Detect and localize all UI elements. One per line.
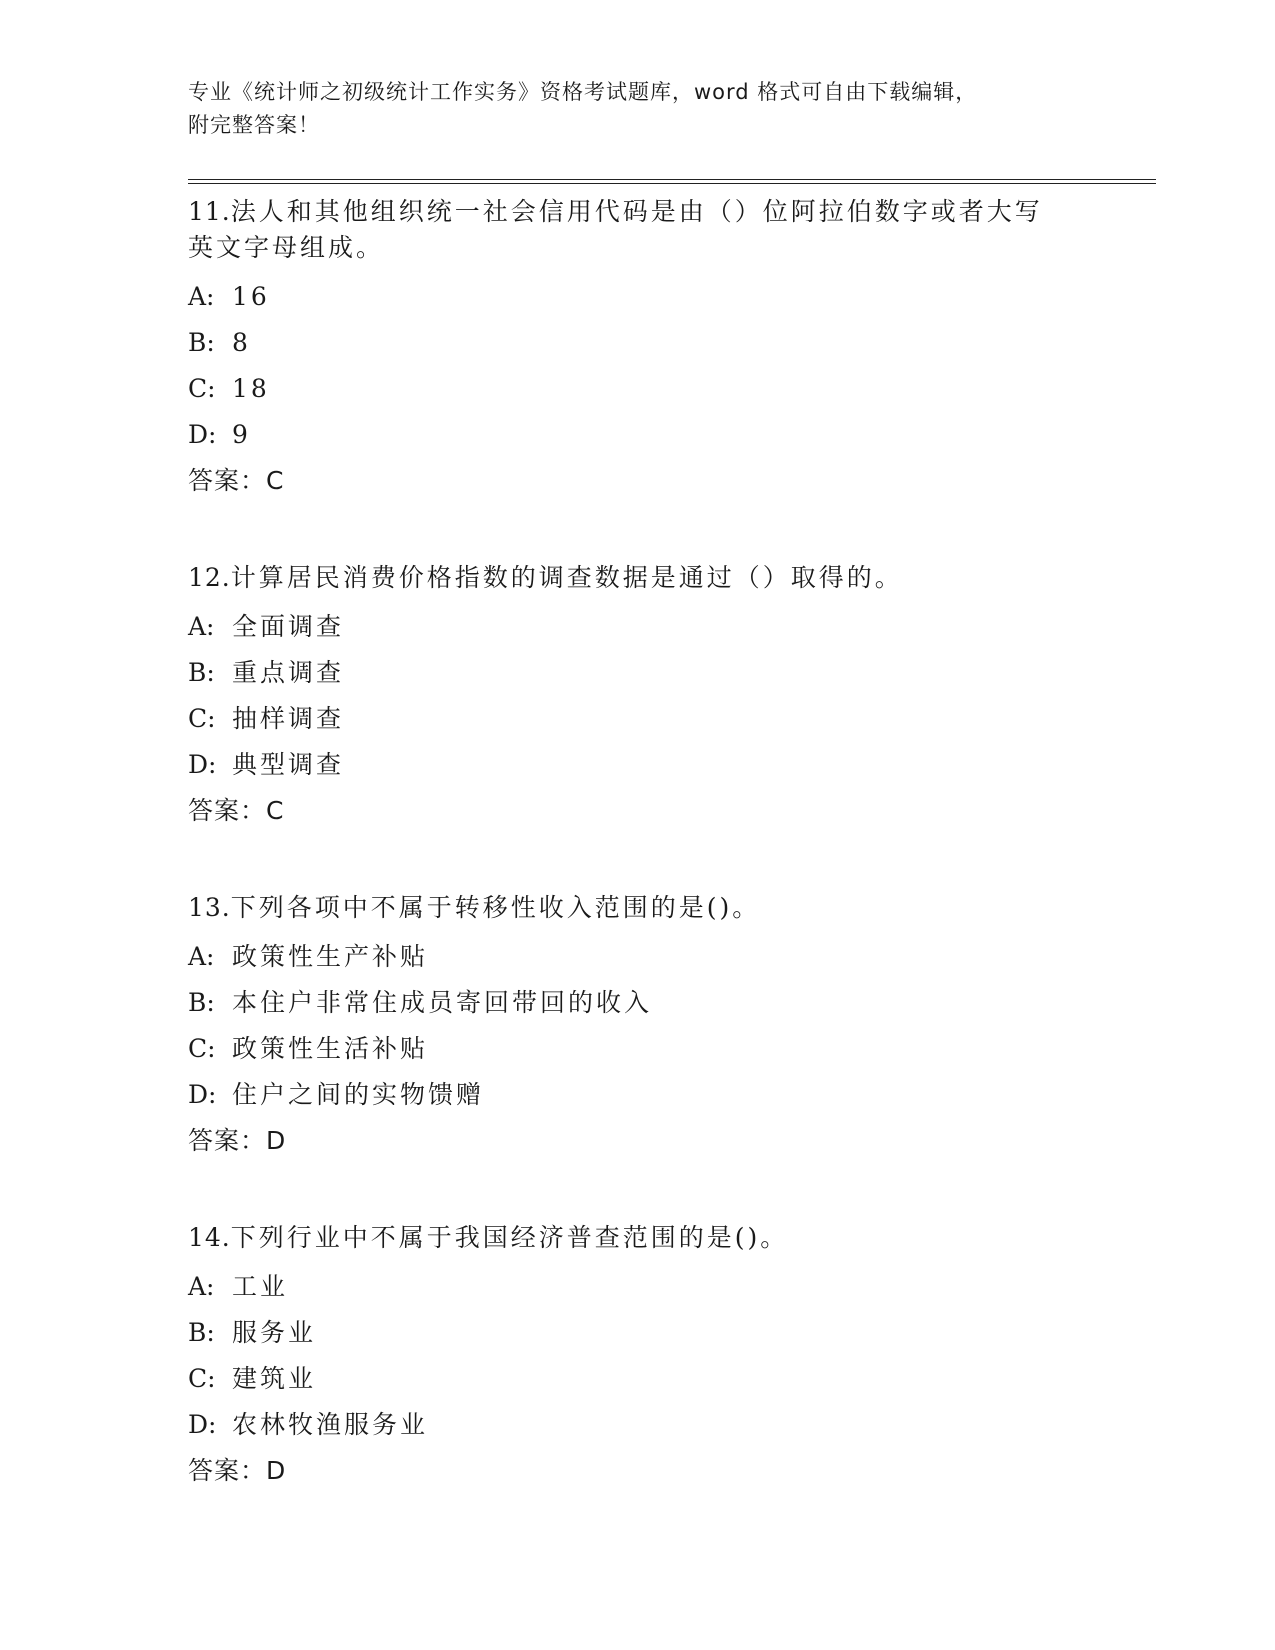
option-key: D: (188, 1410, 217, 1439)
question-11 (188, 190, 1156, 504)
option-key: A: (188, 612, 215, 641)
header-divider-top (188, 179, 1156, 180)
option-key: A: (188, 282, 215, 311)
option-key: D: (188, 1080, 217, 1109)
answer-line (188, 458, 1156, 504)
option-text: 16 (232, 282, 270, 311)
option-d (188, 412, 1156, 458)
header-line-2: 附完整答案！ (188, 113, 320, 137)
answer-value: C (266, 796, 285, 825)
option-b (188, 650, 1156, 696)
option-key: B: (188, 658, 215, 687)
option-b (188, 1310, 1156, 1356)
question-12 (188, 556, 1156, 834)
option-d (188, 1072, 1156, 1118)
option-a (188, 1264, 1156, 1310)
option-key: C: (188, 704, 216, 733)
question-stem (188, 886, 1068, 934)
option-d (188, 1402, 1156, 1448)
question-number: 11. (188, 197, 231, 226)
option-a (188, 934, 1156, 980)
answer-value: D (266, 1456, 287, 1485)
question-number: 14. (188, 1223, 231, 1252)
question-list (188, 190, 1156, 1494)
question-14 (188, 1216, 1156, 1494)
option-key: B: (188, 328, 215, 357)
answer-label: 答案： (188, 796, 267, 825)
option-key: A: (188, 1272, 215, 1301)
answer-line (188, 788, 1156, 834)
option-d (188, 742, 1156, 788)
option-a (188, 274, 1156, 320)
question-13 (188, 886, 1156, 1164)
option-key: C: (188, 374, 216, 403)
header-divider-bottom (188, 183, 1156, 184)
option-text: 18 (232, 374, 270, 403)
option-text: 抽样调查 (232, 704, 345, 733)
document-header (188, 76, 1088, 142)
question-text: 计算居民消费价格指数的调查数据是通过（）取得的。 (230, 563, 903, 592)
question-stem (188, 556, 1068, 604)
header-line-1: 专业《统计师之初级统计工作实务》资格考试题库，word 格式可自由下载编辑， (188, 80, 978, 104)
option-key: D: (188, 420, 217, 449)
option-key: B: (188, 988, 215, 1017)
option-text: 工业 (232, 1272, 289, 1301)
option-text: 住户之间的实物馈赠 (232, 1080, 485, 1109)
option-text: 9 (232, 420, 251, 449)
option-c (188, 696, 1156, 742)
answer-value: D (266, 1126, 287, 1155)
option-key: B: (188, 1318, 215, 1347)
answer-label: 答案： (188, 1456, 267, 1485)
answer-line (188, 1448, 1156, 1494)
question-number: 13. (188, 893, 231, 922)
question-text: 下列行业中不属于我国经济普查范围的是()。 (230, 1223, 789, 1252)
question-number: 12. (188, 563, 231, 592)
option-text: 政策性生产补贴 (232, 942, 429, 971)
option-c (188, 366, 1156, 412)
option-text: 全面调查 (232, 612, 345, 641)
option-text: 农林牧渔服务业 (232, 1410, 429, 1439)
question-stem (188, 1216, 1068, 1264)
option-text: 典型调查 (232, 750, 345, 779)
option-text: 政策性生活补贴 (232, 1034, 429, 1063)
option-text: 服务业 (232, 1318, 317, 1347)
answer-label: 答案： (188, 466, 267, 495)
option-key: A: (188, 942, 215, 971)
option-key: D: (188, 750, 217, 779)
option-key: C: (188, 1364, 216, 1393)
question-text: 下列各项中不属于转移性收入范围的是()。 (230, 893, 761, 922)
option-text: 建筑业 (232, 1364, 317, 1393)
answer-label: 答案： (188, 1126, 267, 1155)
option-text: 8 (232, 328, 251, 357)
option-c (188, 1356, 1156, 1402)
option-text: 重点调查 (232, 658, 345, 687)
option-a (188, 604, 1156, 650)
option-b (188, 320, 1156, 366)
question-text: 法人和其他组织统一社会信用代码是由（）位阿拉伯数字或者大写英文字母组成。 (188, 197, 1043, 262)
option-b (188, 980, 1156, 1026)
option-key: C: (188, 1034, 216, 1063)
answer-value: C (266, 466, 285, 495)
option-c (188, 1026, 1156, 1072)
option-text: 本住户非常住成员寄回带回的收入 (232, 988, 653, 1017)
answer-line (188, 1118, 1156, 1164)
question-stem (188, 190, 1068, 274)
